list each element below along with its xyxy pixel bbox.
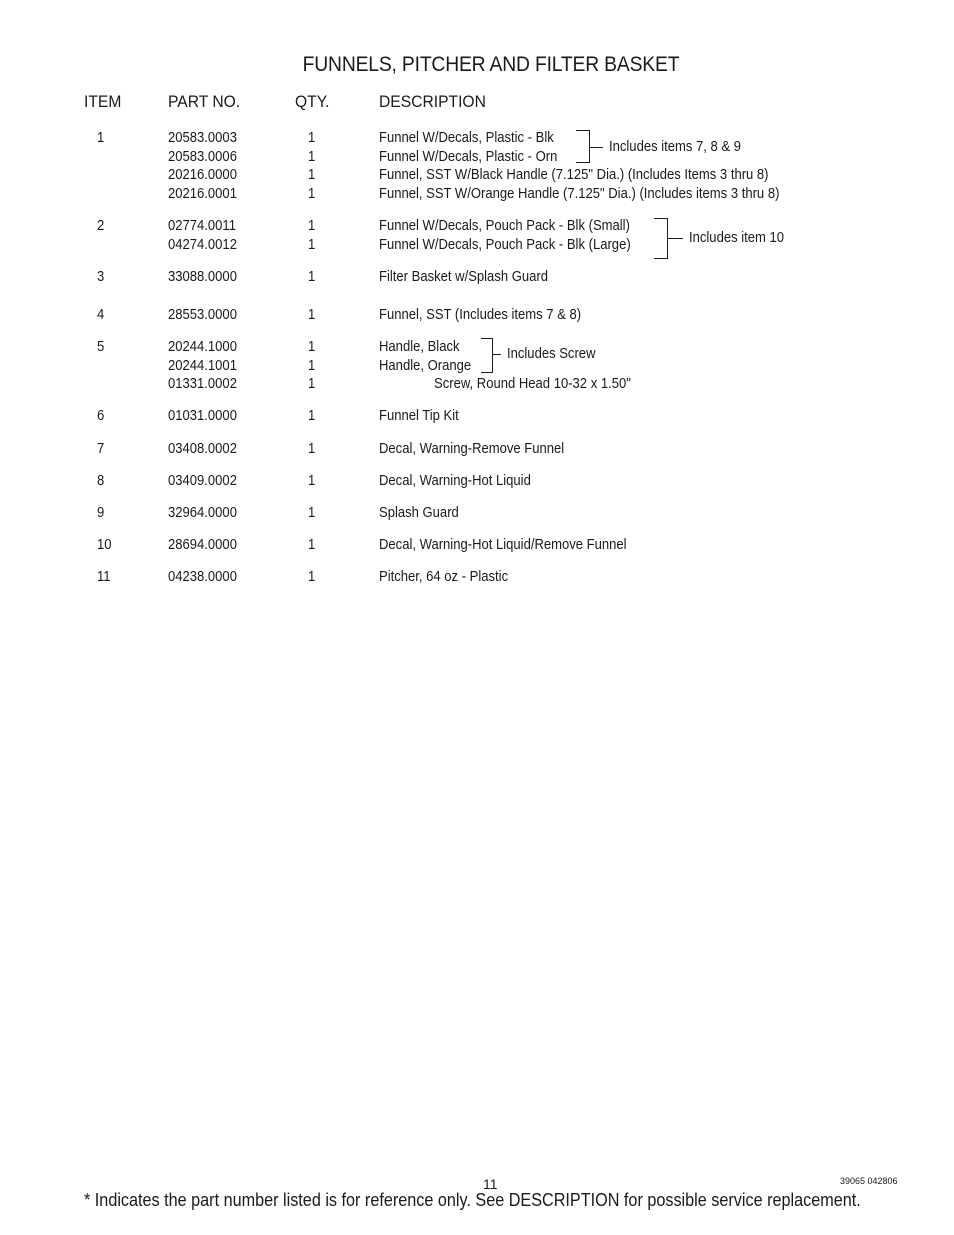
footnote: * Indicates the part number listed is for reference only. See DESCRIPTION for possible service replacement. <box>84 1190 861 1210</box>
row-qty: 1 <box>308 237 316 253</box>
row-qty: 1 <box>308 473 316 489</box>
row-description: Funnel W/Decals, Plastic - Blk <box>379 130 554 146</box>
row-qty: 1 <box>308 167 316 183</box>
row-part-number: 03408.0002 <box>168 441 237 457</box>
header-qty: QTY. <box>295 92 330 111</box>
row-part-number: 32964.0000 <box>168 505 237 521</box>
header-description: DESCRIPTION <box>379 92 486 111</box>
row-description: Handle, Black <box>379 339 460 355</box>
row-description: Decal, Warning-Remove Funnel <box>379 441 565 457</box>
row-part-number: 20244.1001 <box>168 358 237 374</box>
header-item: ITEM <box>84 92 122 111</box>
row-part-number: 20583.0003 <box>168 130 237 146</box>
row-item: 4 <box>97 307 105 323</box>
row-description: Funnel, SST (Includes items 7 & 8) <box>379 307 582 323</box>
row-part-number: 01031.0000 <box>168 408 237 424</box>
page-title: FUNNELS, PITCHER AND FILTER BASKET <box>302 53 680 76</box>
row-item: 1 <box>97 130 105 146</box>
bracket-tick-item1 <box>589 147 603 148</box>
row-qty: 1 <box>308 505 316 521</box>
row-description: Funnel, SST W/Black Handle (7.125" Dia.) (Includes Items 3 thru 8) <box>379 167 769 183</box>
row-part-number: 28694.0000 <box>168 537 237 553</box>
row-item: 9 <box>97 505 105 521</box>
row-qty: 1 <box>308 441 316 457</box>
row-qty: 1 <box>308 569 316 585</box>
row-item: 2 <box>97 218 105 234</box>
row-part-number: 03409.0002 <box>168 473 237 489</box>
bracket-tick-item5 <box>492 354 501 355</box>
row-description: Funnel W/Decals, Pouch Pack - Blk (Small) <box>379 218 630 234</box>
bracket-item5 <box>481 338 493 373</box>
row-part-number: 33088.0000 <box>168 269 237 285</box>
bracket-item2 <box>654 218 668 259</box>
row-item: 6 <box>97 408 105 424</box>
row-item: 7 <box>97 441 105 457</box>
row-part-number: 04274.0012 <box>168 237 237 253</box>
page-number: 11 <box>483 1176 498 1192</box>
row-part-number: 01331.0002 <box>168 376 237 392</box>
note-item2: Includes item 10 <box>689 230 785 246</box>
row-qty: 1 <box>308 537 316 553</box>
row-description: Funnel, SST W/Orange Handle (7.125" Dia.) (Includes items 3 thru 8) <box>379 186 780 202</box>
row-qty: 1 <box>308 218 316 234</box>
row-qty: 1 <box>308 408 316 424</box>
row-description: Filter Basket w/Splash Guard <box>379 269 549 285</box>
row-part-number: 04238.0000 <box>168 569 237 585</box>
row-description: Decal, Warning-Hot Liquid <box>379 473 531 489</box>
row-qty: 1 <box>308 130 316 146</box>
note-item5: Includes Screw <box>507 346 596 362</box>
row-part-number: 28553.0000 <box>168 307 237 323</box>
row-part-number: 20583.0006 <box>168 149 237 165</box>
row-description: Funnel Tip Kit <box>379 408 459 424</box>
row-qty: 1 <box>308 339 316 355</box>
row-qty: 1 <box>308 149 316 165</box>
row-part-number: 20244.1000 <box>168 339 237 355</box>
row-description: Handle, Orange <box>379 358 472 374</box>
row-item: 10 <box>97 537 112 553</box>
row-description: Funnel W/Decals, Plastic - Orn <box>379 149 558 165</box>
row-item: 8 <box>97 473 105 489</box>
row-description: Screw, Round Head 10-32 x 1.50" <box>434 376 631 392</box>
row-item: 11 <box>97 569 111 585</box>
row-description: Decal, Warning-Hot Liquid/Remove Funnel <box>379 537 627 553</box>
row-qty: 1 <box>308 269 316 285</box>
row-description: Pitcher, 64 oz - Plastic <box>379 569 509 585</box>
bracket-item1 <box>576 130 590 163</box>
row-item: 5 <box>97 339 105 355</box>
row-qty: 1 <box>308 307 316 323</box>
row-part-number: 20216.0000 <box>168 167 237 183</box>
row-description: Funnel W/Decals, Pouch Pack - Blk (Large) <box>379 237 631 253</box>
row-qty: 1 <box>308 358 316 374</box>
row-qty: 1 <box>308 376 316 392</box>
row-part-number: 02774.0011 <box>168 218 236 234</box>
header-part-no: PART NO. <box>168 92 241 111</box>
bracket-tick-item2 <box>667 238 683 239</box>
row-item: 3 <box>97 269 105 285</box>
row-qty: 1 <box>308 186 316 202</box>
row-description: Splash Guard <box>379 505 459 521</box>
row-part-number: 20216.0001 <box>168 186 237 202</box>
document-id: 39065 042806 <box>840 1176 898 1186</box>
note-item1: Includes items 7, 8 & 9 <box>609 139 742 155</box>
